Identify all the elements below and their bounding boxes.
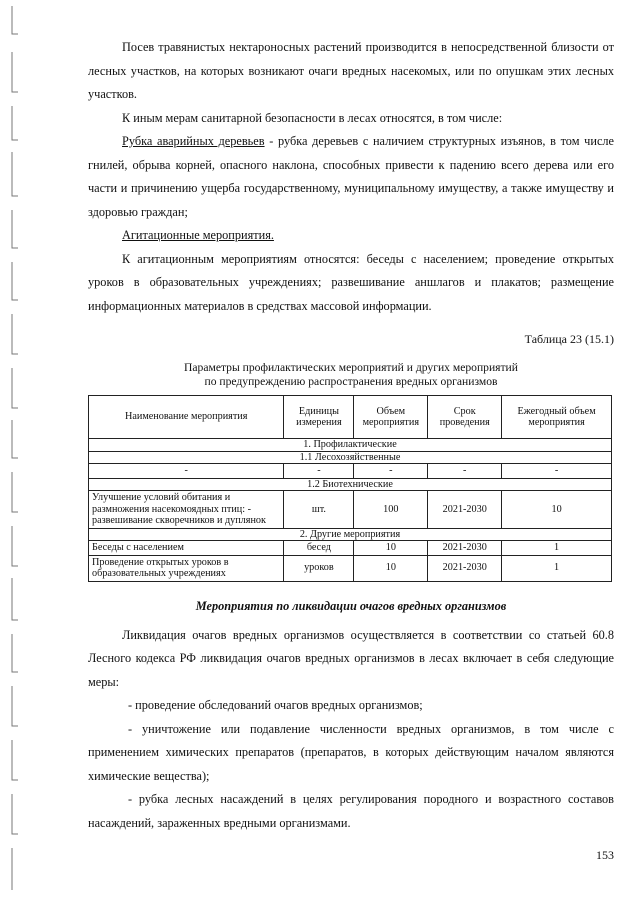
paragraph-liquidation: Ликвидация очагов вредных организмов осуществляется в соответствии со статьей 60.8 Лесного кодекса РФ ликвидация очагов вредных организмов в лесах включает в себя следующие меры:	[88, 627, 614, 689]
list-item-surveys: - проведение обследований очагов вредных организмов;	[128, 698, 423, 712]
paragraph-emergency-trees	[88, 130, 614, 224]
cell-annual: 1	[502, 555, 612, 581]
cell-name: Проведение открытых уроков в образовательных учреждениях	[89, 555, 284, 581]
table-row	[89, 555, 612, 581]
table-row	[89, 541, 612, 556]
header-annual-volume: Ежегодный объем мероприятия	[502, 396, 612, 439]
table-section-row	[89, 478, 612, 491]
table-section-row	[89, 439, 612, 452]
table-title-line2: по предупреждению распространения вредных организмов	[204, 375, 498, 388]
cell-units: бесед	[284, 541, 354, 556]
section-biotechnical: 1.2 Биотехнические	[89, 478, 612, 491]
table-row	[89, 464, 612, 479]
table-title-line1: Параметры профилактических мероприятий и других мероприятий	[184, 361, 518, 374]
cell-annual: 10	[502, 491, 612, 529]
cell-annual: -	[502, 464, 612, 479]
cell-period: 2021-2030	[428, 491, 502, 529]
table-section-row	[89, 528, 612, 541]
header-volume: Объем мероприятия	[354, 396, 428, 439]
paragraph-nectar-plants: Посев травянистых нектароносных растений производится в непосредственной близости от лесных участков, на которых возникают очаги вредных насекомых, или по опушкам этих лесных участков.	[88, 40, 614, 101]
cell-volume: 10	[354, 555, 428, 581]
cell-name: -	[89, 464, 284, 479]
table-row	[89, 491, 612, 529]
section-heading-liquidation: Мероприятия по ликвидации очагов вредных организмов	[195, 598, 507, 613]
cell-volume: 100	[354, 491, 428, 529]
cell-units: шт.	[284, 491, 354, 529]
cell-name: Улучшение условий обитания и размножения насекомоядных птиц: - развешивание скворечников и дуплянок	[89, 491, 284, 529]
header-name: Наименование мероприятия	[89, 396, 284, 439]
paragraph-other-measures: К иным мерам санитарной безопасности в лесах относятся, в том числе:	[122, 110, 503, 125]
cell-units: уроков	[284, 555, 354, 581]
measures-table	[88, 395, 612, 582]
emergency-felling-definition: - рубка деревьев с наличием структурных изъянов, в том числе гнилей, обрыва корней, опасного наклона, способных привести к падению всего дерева или его части и причинению ущерба государственному, муниципальному имуществу, а также имуществу и здоровью граждан;	[88, 134, 614, 219]
list-item-destruction: - уничтожение или подавление численности вредных организмов, в том числе с применением химических препаратов (препаратов, в которых действующим началом являются химические вещества);	[88, 721, 614, 783]
cell-period: 2021-2030	[428, 541, 502, 556]
table-header-row	[89, 396, 612, 439]
binding-edge-marks	[4, 0, 26, 905]
page-content	[88, 36, 614, 835]
cell-period: -	[428, 464, 502, 479]
term-emergency-felling: Рубка аварийных деревьев	[122, 134, 265, 148]
cell-annual: 1	[502, 541, 612, 556]
cell-volume: 10	[354, 541, 428, 556]
cell-volume: -	[354, 464, 428, 479]
page-number: 153	[596, 848, 614, 862]
list-item-felling: - рубка лесных насаждений в целях регулирования породного и возрастного составов насаждений, зараженных вредными организмами.	[88, 792, 614, 830]
paragraph-campaign-heading: Агитационные мероприятия.	[122, 228, 274, 242]
paragraph-campaign-measures: К агитационным мероприятиям относятся: беседы с населением; проведение открытых уроков в образовательных учреждениях; развешивание аншлагов и плакатов; размещение информационных материалов в средствах массовой информации.	[88, 251, 614, 313]
table-section-row	[89, 451, 612, 464]
cell-period: 2021-2030	[428, 555, 502, 581]
section-preventive: 1. Профилактические	[89, 439, 612, 452]
section-forestry: 1.1 Лесохозяйственные	[89, 451, 612, 464]
header-units: Единицы измерения	[284, 396, 354, 439]
cell-name: Беседы с населением	[89, 541, 284, 556]
cell-units: -	[284, 464, 354, 479]
table-title	[88, 361, 614, 389]
section-other: 2. Другие мероприятия	[89, 528, 612, 541]
table-caption: Таблица 23 (15.1)	[524, 332, 614, 346]
header-period: Срок проведения	[428, 396, 502, 439]
